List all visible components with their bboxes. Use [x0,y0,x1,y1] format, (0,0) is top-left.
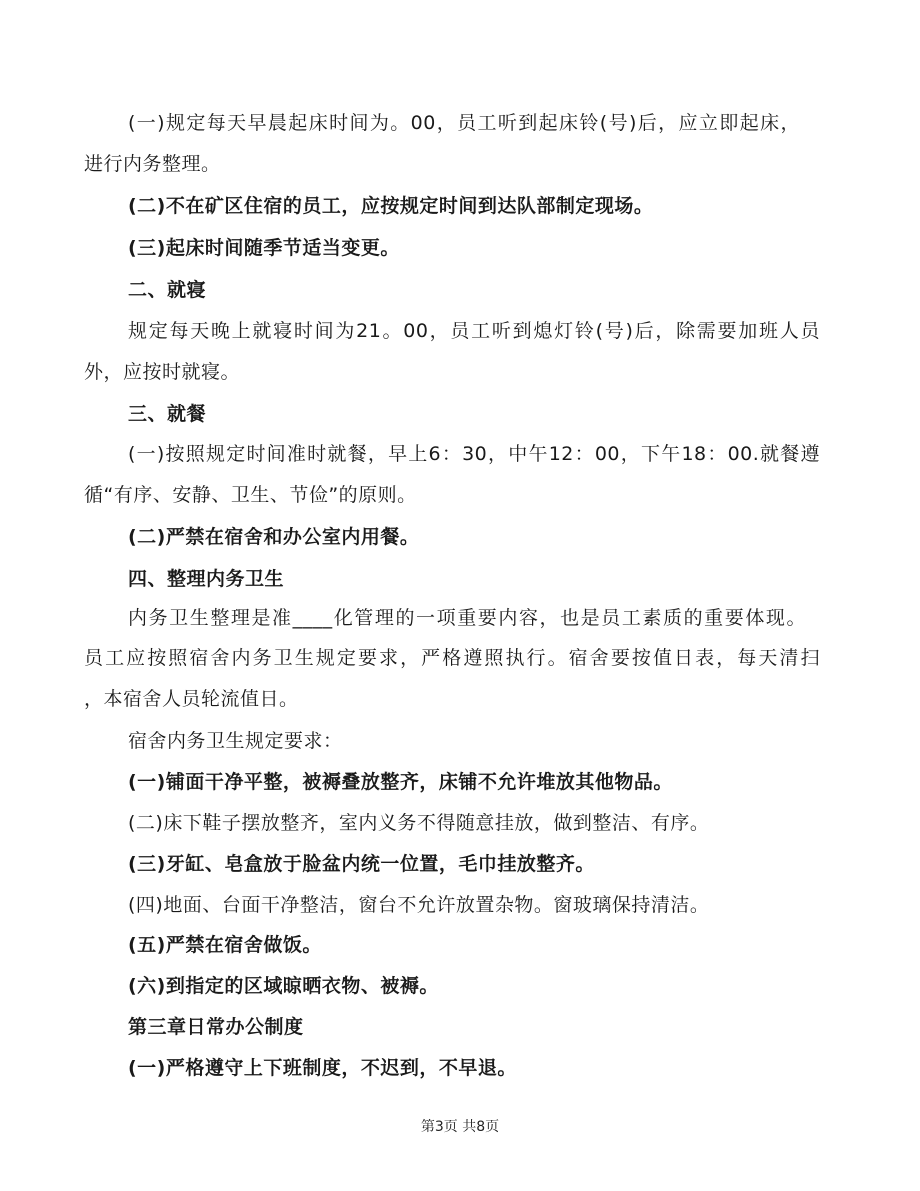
paragraph-line: (六)到指定的区域晾晒衣物、被褥。 [128,975,439,997]
paragraph-line: 员工应按照宿舍内务卫生规定要求，严格遵照执行。宿舍要按值日表，每天清扫 [84,647,820,669]
paragraph-line: 循“有序、安静、卫生、节俭”的原则。 [84,484,417,506]
paragraph-line: 内务卫生整理是准____化管理的一项重要内容，也是员工素质的重要体现。 [128,607,806,629]
paragraph-line: (一)铺面干净平整，被褥叠放整齐，床铺不允许堆放其他物品。 [128,771,673,793]
paragraph-line: (一)规定每天早晨起床时间为。00，员工听到起床铃(号)后，应立即起床， [128,112,800,134]
paragraph-line: 规定每天晚上就寝时间为21。00，员工听到熄灯铃(号)后，除需要加班人员 [128,320,820,342]
paragraph-line: (二)不在矿区住宿的员工，应按规定时间到达队部制定现场。 [128,195,654,217]
paragraph-line: (四)地面、台面干净整洁，窗台不允许放置杂物。窗玻璃保持清洁。 [128,894,710,916]
paragraph-line: (五)严禁在宿舍做饭。 [128,934,322,956]
page-number-footer: 第3页 共8页 [420,1119,500,1135]
paragraph-line: ，本宿舍人员轮流值日。 [84,688,299,710]
paragraph-line: (三)牙缸、皂盒放于脸盆内统一位置，毛巾挂放整齐。 [128,853,595,875]
paragraph-line: (一)严格遵守上下班制度，不迟到，不早退。 [128,1057,517,1079]
paragraph-line: 宿舍内务卫生规定要求： [128,730,343,752]
paragraph-line: (二)床下鞋子摆放整齐，室内义务不得随意挂放，做到整洁、有序。 [128,812,710,834]
paragraph-line: (一)按照规定时间准时就餐，早上6：30，中午12：00，下午18：00.就餐遵 [128,443,820,465]
paragraph-line: 进行内务整理。 [84,153,221,175]
chapter-heading: 第三章日常办公制度 [128,1016,304,1038]
paragraph-line: 外，应按时就寝。 [84,361,241,383]
section-heading: 四、整理内务卫生 [128,568,285,590]
section-heading: 三、就餐 [128,403,207,425]
section-heading: 二、就寝 [128,279,207,301]
paragraph-line: (三)起床时间随季节适当变更。 [128,237,400,259]
paragraph-line: (二)严禁在宿舍和办公室内用餐。 [128,526,420,548]
